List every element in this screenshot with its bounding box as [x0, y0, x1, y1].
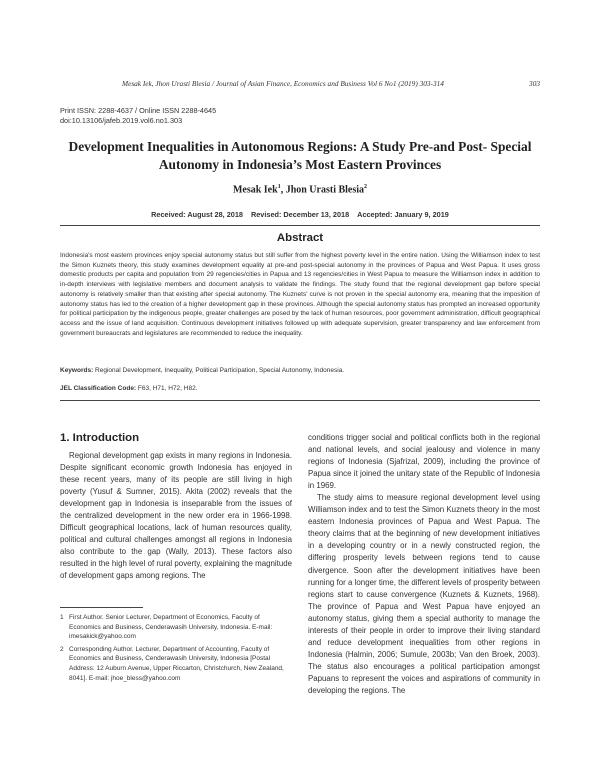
running-head-text: Mesak Iek, Jhon Urasti Blesia / Journal of Asian Finance, Economics and Business Vol 6 No1 (2019) 303-314 — [122, 79, 444, 88]
bottom-divider — [60, 400, 540, 401]
author-separator: , — [280, 184, 286, 196]
received-date: Received: August 28, 2018 — [151, 210, 243, 219]
jel-text: F63, H71, H72, H82. — [136, 385, 198, 392]
footnote-number: 2 — [60, 645, 64, 653]
identifiers — [60, 106, 216, 125]
abstract-body: Indonesia's most eastern provinces enjoy special autonomy status but still suffer from the highest poverty level in the entire nation. Using the Williamson index to test the Simon Kuznets theory, this study examines development equality at pre-and post-special autonomy in the provinces of Papua and West Papua. It uses gross domestic products per capita and population from 29 regencies/cities in Papua and 13 regencies/cities in West Papua to measure the Williamson index in addition to in-depth interviews with legislative members and document analysis to validate the findings. The study found that the regional development gap before special autonomy is relatively smaller than that existing after special autonomy. The Kuznets' curve is not proven in the special autonomy era, meaning that the imposition of autonomy status has led to the creation of a higher development gap in these provinces. Although the special autonomy status has prompted an increased opportunity for political participation by the indigenous people, greater challenges are posed by the lack of human resources, poor government administration, difficult geographical access and the issue of land acquisition. Continuous development initiatives followed up with adequate supervision, greater transparency and law enforcement from government bureaucrats and legislatures are recommended to reduce the inequality. — [60, 252, 540, 337]
footnote-number: 1 — [60, 614, 64, 621]
issn-line: Print ISSN: 2288-4637 / Online ISSN 2288-4645 — [60, 106, 217, 115]
footnote-divider — [60, 607, 143, 608]
section-heading-introduction: 1. Introduction — [60, 432, 140, 444]
title-line-1: Development Inequalities in Autonomous Regions: A Study Pre-and Post- Special — [68, 139, 532, 154]
paper-title — [60, 138, 540, 174]
author-1: Mesak Iek — [232, 184, 278, 196]
right-column — [308, 432, 540, 697]
author-list — [60, 184, 540, 195]
abstract-heading: Abstract — [276, 232, 324, 244]
footnote-text: First Author. Senior Lecturer, Department of Economics, Faculty of Economics and Business, Cenderawasih University, Indonesia. E-mail: imesakick@yahoo.com — [69, 614, 273, 641]
accepted-date: Accepted: January 9, 2019 — [357, 210, 449, 219]
intro-paragraph-right-2: The study aims to measure regional development level using Williamson index and to test the Simon Kuznets theory in the most eastern Indonesia provinces of Papua and West Papua. The theory claims that at the beginning of new development initiatives in a developing country or in a newly constructed region, the differing prosperity levels between regions tend to cause divergence. Soon after the development initiatives have been running for a longer time, the different levels of prosperity between regions start to cause convergence (Kuznets & Kuznets, 1968). The province of Papua and West Papua have enjoyed an autonomy status, giving them a special authority to manage the interests of their people in order to improve their living standard and reduce development inequalities from other regions in Indonesia (Halmin, 2006; Sumule, 2003b; Van den Broek, 2003). The status also encourages a political participation amongst Papuans to represent the voices and aspirations of community in developing the regions. The — [308, 493, 540, 695]
jel-classification — [60, 385, 540, 392]
footnotes — [60, 613, 292, 686]
author-1-footnote-mark[interactable]: 1 — [277, 184, 281, 190]
page-number: 303 — [529, 79, 540, 88]
footnote-text: Corresponding Author. Lecturer, Department of Accounting, Faculty of Economics and Business, Cenderawasih University, Indonesia [Postal Address: 12 Auburn Avenue, Upper Riccarton, Christchurch, New Zealand, 8041]. E-mail: jhoe_bless@yahoo.com — [69, 645, 284, 682]
author-2-footnote-mark[interactable]: 2 — [364, 184, 368, 190]
doi-line[interactable]: doi:10.13106/jafeb.2019.vol6.no1.303 — [60, 115, 183, 125]
author-2: Jhon Urasti Blesia — [285, 184, 365, 196]
left-column — [60, 450, 292, 583]
jel-label: JEL Classification Code: — [60, 385, 137, 392]
footnote — [60, 613, 292, 642]
keywords — [60, 367, 540, 374]
intro-paragraph-right-1: conditions trigger social and political conflicts both in the regional and national levels, and social jealousy and violence in many regions of Indonesia (Sjafrizal, 2009), including the province of Papua since it joined the unitary state of the Republic of Indonesia in 1969. — [308, 433, 540, 491]
revised-date: Revised: December 13, 2018 — [250, 210, 350, 219]
keywords-label: Keywords: — [60, 367, 94, 374]
keywords-text: Regional Development, Inequality, Political Participation, Special Autonomy, Indonesia. — [93, 367, 345, 374]
submission-dates — [60, 210, 540, 219]
title-line-2: Autonomy in Indonesia’s Most Eastern Provinces — [158, 157, 442, 172]
top-divider — [60, 225, 540, 226]
intro-paragraph-left: Regional development gap exists in many regions in Indonesia. Despite significant economic growth Indonesia has enjoyed in these recent years, many of its people are still living in high poverty (Yusuf & Sumner, 2015). Akita (2002) reveals that the development gap in Indonesia is inseparable from the issues of the centralized development in the new order era in 1966-1998. Difficult geographical locations, lack of human resources quality, political and cultural challenges amongst all regions in Indonesia also contribute to the gap (Wally, 2013). These factors also resulted in the high level of rural poverty, explaining the magnitude of development gaps among regions. The — [60, 451, 292, 581]
footnote — [60, 645, 292, 683]
